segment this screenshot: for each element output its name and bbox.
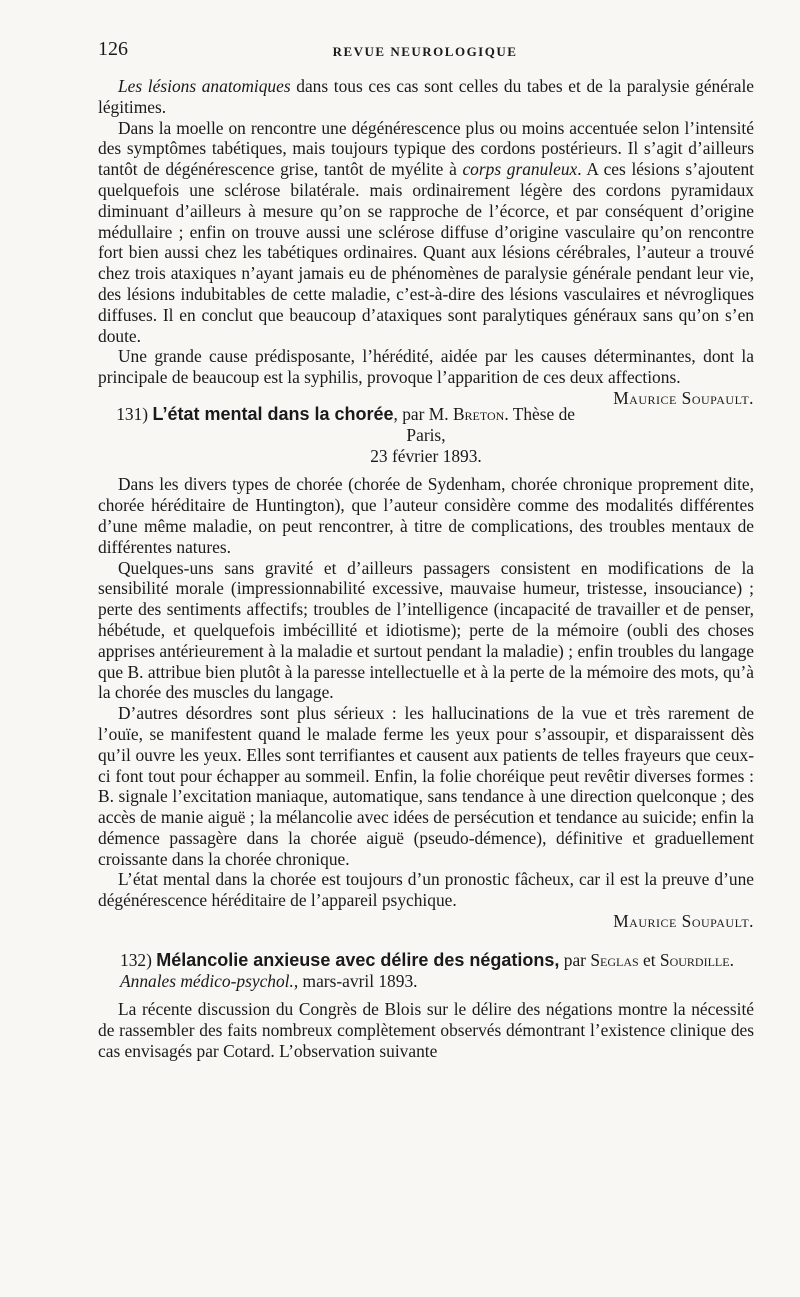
- article-heading-131: [98, 404, 754, 466]
- paragraph: Quelques-uns sans gravité et d’ailleurs passagers consistent en modifications de la sensibilité morale (impressionnabilité excessive, mauvaise humeur, tristesse, insouciance) ; perte des sentiments affectifs; troubles de l’intelligence (incapacité de travailler et de penser, hébétude, et quelquefois imbécillité et idiotisme); perte de la mémoire (oubli des choses apprises antérieurement à la maladie et surtout pendant la maladie) ; enfin troubles du langage que B. attribue bien plutôt à la paresse intellectuelle et à la perte de la mémoire des mots, qu’à la chorée des muscles du langage.: [98, 557, 754, 703]
- page-header: [98, 38, 752, 68]
- paragraph: La récente discussion du Congrès de Blois sur le délire des négations montre la nécessité de rassembler des faits nombreux complètement observés démontrant l’existence clinique des cas envisagés par Cotard. L’observation suivante: [98, 999, 754, 1062]
- article-byline: et: [638, 949, 660, 970]
- page-number: 126: [98, 38, 128, 60]
- article-author: Seglas: [590, 949, 639, 970]
- running-head: REVUE NEUROLOGIQUE: [332, 44, 518, 59]
- article-journal: Annales médico-psychol.: [120, 970, 294, 991]
- signature: Maurice Soupault.: [613, 387, 754, 408]
- article-number: 131): [116, 403, 149, 424]
- paragraph: [98, 346, 754, 408]
- paragraph-text: Une grande cause prédisposante, l’hérédité, aidée par les causes déterminantes, dont la principale de beaucoup est la syphilis, provoque l’apparition de ces deux affections.: [98, 346, 754, 388]
- article-number: 132): [120, 949, 152, 970]
- paragraph-text: Dans la moelle on rencontre une dégénérescence plus ou moins accentuée selon l’intensité des symptômes tabétiques, mais toujours typique des cordons postérieurs. Il s’agit d’ailleurs tantôt de dégénérescence grise, tantôt de myélite à: [98, 117, 754, 180]
- italic-term: corps granuleux: [462, 159, 578, 180]
- italic-term: Les lésions anatomiques: [118, 76, 291, 96]
- article-heading-132: [98, 950, 754, 992]
- article-source: . Thèse de Paris,: [406, 403, 576, 445]
- page-body: [98, 76, 754, 1062]
- paragraph-text: dans tous ces cas sont celles du tabes et de la paralysie générale légitimes.: [98, 76, 755, 117]
- signature: Maurice Soupault.: [613, 911, 754, 932]
- article-byline: , par M.: [393, 403, 453, 424]
- paragraph: L’état mental dans la chorée est toujours d’un pronostic fâcheux, car il est la preuve d’une dégénérescence héréditaire de l’appareil psychique.: [98, 869, 754, 911]
- article-author: Sourdille: [659, 949, 730, 970]
- article-title: L’état mental dans la chorée: [152, 403, 394, 424]
- article-byline: .: [729, 949, 734, 970]
- article-byline: par: [559, 949, 591, 970]
- article-source: , mars-avril 1893.: [293, 970, 418, 991]
- paragraph: [98, 76, 754, 118]
- article-title: Mélancolie anxieuse avec délire des négations,: [156, 949, 560, 970]
- article-author: Breton: [452, 403, 505, 424]
- article-date: 23 février 1893.: [370, 445, 482, 466]
- paragraph: Dans les divers types de chorée (chorée de Sydenham, chorée chronique proprement dite, chorée héréditaire de Huntington), que l’auteur considère comme des modalités différentes d’une même maladie, on peut rencontrer, à titre de complications, des troubles mentaux de différentes natures.: [98, 474, 754, 557]
- paragraph: [98, 118, 754, 347]
- paragraph: D’autres désordres sont plus sérieux : les hallucinations de la vue et très rarement de l’ouïe, se manifestent quand le malade ferme les yeux pour s’assoupir, et disparaissent dès qu’il ouvre les yeux. Elles sont terrifiantes et causent aux patients de telles frayeurs que ceux-ci font tout pour échapper au sommeil. Enfin, la folie choréique peut revêtir diverses formes : B. signale l’excitation maniaque, automatique, sans tendance à une direction quelconque ; des accès de manie aiguë ; la mélancolie avec idées de persécution et tendance au suicide; enfin la démence passagère dans la chorée aiguë (pseudo-démence), définitive et graduellement croissante dans la chorée chronique.: [98, 703, 754, 869]
- paragraph-text: . A ces lésions s’ajoutent quelquefois une sclérose bilatérale. mais ordinairement légère des cordons pyramidaux diminuant d’ailleurs à mesure qu’on se rapproche de l’écorce, et par conséquent d’origine médullaire ; enfin on trouve aussi une sclérose diffuse d’origine vasculaire qu’on rencontre fort bien aussi chez les tabétiques ordinaires. Quant aux lésions cérébrales, l’auteur a trouvé chez trois ataxiques n’ayant jamais eu de phénomènes de paralysie générale pendant leur vie, des lésions indubitables de cette maladie, c’est-à-dire des lésions vasculaires et névrogliques diffuses. Il en conclut que beaucoup d’ataxiques sont paralytiques généraux sans qu’on s’en doute.: [98, 159, 755, 346]
